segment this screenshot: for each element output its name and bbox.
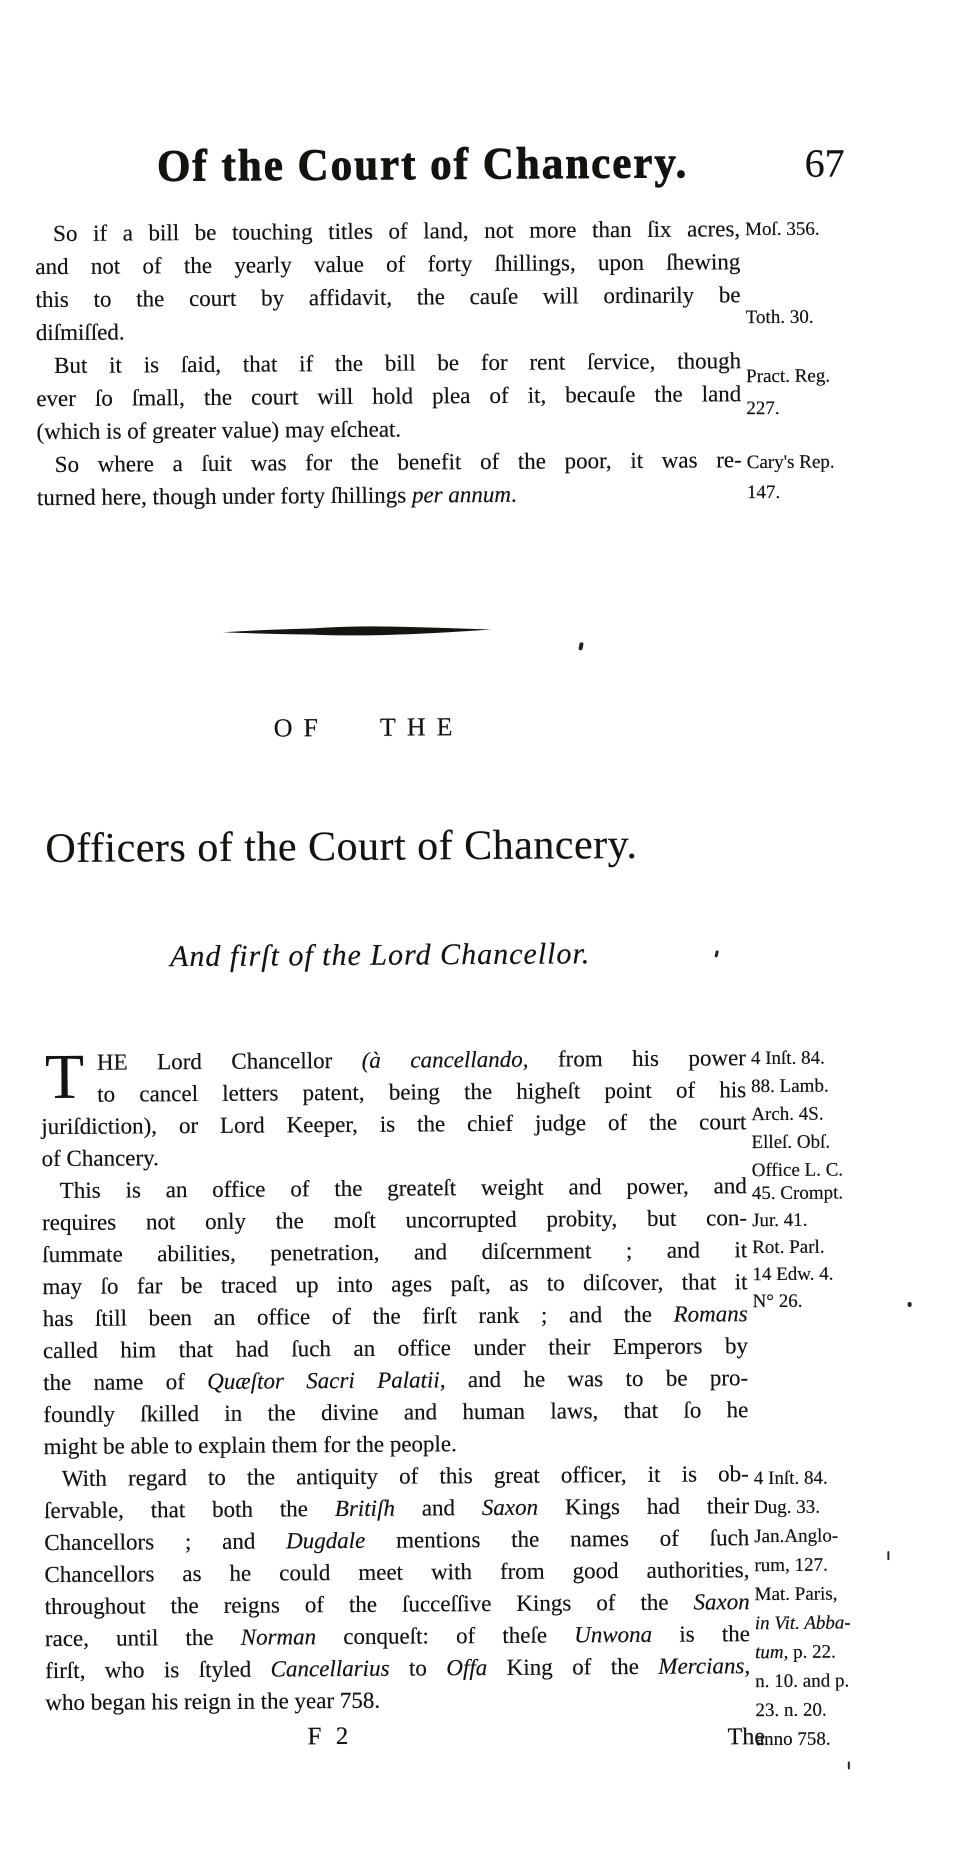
margin-note-line: Dug. 33. — [753, 1496, 821, 1519]
section-title: Officers of the Court of Chancery. — [45, 821, 638, 873]
margin-note-line: 45. Crompt. — [751, 1182, 844, 1205]
text-line: Chancellors ; and Dugdale mentions the names of ſuch — [44, 1525, 750, 1556]
margin-note-line: 4 Inſt. 84. — [753, 1467, 828, 1490]
margin-note-line: n. 10. and p. — [755, 1670, 850, 1693]
text-line: turned here, though under forty ſhillings per annum. — [36, 481, 517, 511]
text-column-top — [35, 211, 965, 514]
text-line: called him that had ſuch an office under their Emperors by — [42, 1333, 748, 1364]
section-divider-rule — [223, 622, 491, 634]
margin-note-line: Rot. Parl. — [752, 1236, 825, 1259]
margin-note-line: Moſ. 356. — [745, 218, 820, 241]
paragraph-text — [44, 1458, 751, 1719]
margin-note-line: 23. n. 20. — [755, 1699, 827, 1722]
margin-note-line: Toth. 30. — [745, 306, 814, 329]
text-line: and not of the yearly value of forty ſhillings, upon ſhewing — [35, 249, 741, 280]
margin-note — [746, 303, 814, 333]
signature-mark: F 2 — [307, 1722, 353, 1751]
margin-note-line: 227. — [746, 397, 780, 420]
margin-note-column — [745, 211, 963, 329]
margin-note-line: anno 758. — [755, 1728, 831, 1751]
section-subtitle: And firſt of the Lord Chancellor. — [169, 937, 591, 974]
margin-note-line: Pract. Reg. — [746, 365, 831, 388]
paragraph-text — [35, 212, 741, 349]
ink-speck — [908, 1302, 912, 1307]
margin-note — [754, 1463, 852, 1754]
margin-note-line: 4 Inſt. 84. — [750, 1047, 825, 1070]
margin-note-line: N° 26. — [752, 1290, 803, 1313]
paragraph — [36, 343, 965, 448]
ink-speck — [578, 642, 584, 651]
margin-note-line: Jur. 41. — [751, 1209, 808, 1232]
text-line: might be able to explain them for the people. — [43, 1431, 457, 1460]
paragraph-text — [41, 1042, 747, 1175]
text-line: ſummate abilities, penetration, and diſcernment ; and it — [42, 1237, 748, 1268]
paragraph — [37, 442, 965, 514]
text-line: So if a bill be touching titles of land, not more than ſix acres, — [53, 216, 741, 246]
text-line: HE Lord Chancellor (à cancellando, from his power — [96, 1045, 746, 1075]
text-line: With regard to the antiquity of this great officer, it is ob- — [61, 1461, 749, 1491]
margin-note-line: Jan.Anglo- — [754, 1525, 839, 1548]
margin-note-column — [750, 1041, 965, 1182]
paragraph-text — [42, 1170, 749, 1463]
paragraph-text — [36, 344, 742, 448]
margin-note-line: in Vit. Abba- — [754, 1612, 851, 1635]
text-line: of Chancery. — [41, 1145, 159, 1172]
margin-note-line: rum, 127. — [754, 1554, 828, 1577]
margin-note — [752, 1179, 844, 1315]
text-line: foundly ſkilled in the divine and human laws, that ſo he — [43, 1397, 749, 1428]
margin-note-line: 88. Lamb. — [751, 1075, 829, 1098]
margin-note — [751, 1044, 843, 1185]
text-line: But it is ſaid, that if the bill be for rent ſervice, though — [53, 348, 742, 378]
page-number: 67 — [804, 140, 845, 186]
margin-note-line: Arch. 4S. — [751, 1103, 824, 1126]
text-line: may ſo far be traced up into ages paſt, as to diſcover, that it — [42, 1269, 748, 1300]
text-line: So where a ſuit was for the benefit of the poor, it was re- — [54, 447, 742, 477]
margin-note — [747, 448, 835, 509]
drop-cap: T — [44, 1040, 85, 1113]
text-line: ever ſo ſmall, the court will hold plea of it, becauſe the land — [36, 381, 742, 412]
paragraph — [35, 211, 964, 349]
text-line: ſervable, that both the Britiſh and Saxon Kings had their — [43, 1493, 750, 1524]
margin-note — [746, 361, 830, 426]
margin-note-line: Office L. C. — [751, 1159, 844, 1182]
text-line: has ſtill been an office of the firſt rank ; and the Romans — [42, 1301, 748, 1332]
text-line: throughout the reigns of the ſucceſſive Kings of the Saxon — [44, 1589, 750, 1620]
margin-note-line: 14 Edw. 4. — [752, 1263, 834, 1286]
text-line: this to the court by affidavit, the cauſe will ordinarily be — [35, 282, 741, 313]
text-line: This is an office of the greateſt weight and power, and — [59, 1173, 747, 1203]
paragraph — [41, 1040, 965, 1182]
text-line: juriſdiction), or Lord Keeper, is the chief judge of the court — [41, 1109, 747, 1140]
ink-speck — [848, 1761, 850, 1769]
text-line: Chancellors as he could meet with from good authorities, — [44, 1557, 750, 1588]
running-title: Of the Court of Chancery. — [156, 138, 689, 192]
paragraph — [42, 1169, 965, 1463]
text-line: race, until the Norman conqueſt: of theſe Unwona is the — [44, 1621, 750, 1652]
paragraph-text — [37, 443, 742, 514]
text-line: who began his reign in the year 758. — [45, 1687, 381, 1716]
catchword: The — [727, 1724, 766, 1751]
margin-note-line: Elleſ. Obſ. — [751, 1131, 831, 1154]
text-line: to cancel letters patent, being the higheſt point of his — [97, 1077, 747, 1107]
text-line: (which is of greater value) may eſcheat. — [36, 416, 402, 445]
text-line: requires not only the moſt uncorrupted probity, but con- — [41, 1205, 748, 1236]
ink-speck — [887, 1551, 889, 1560]
text-line: firſt, who is ſtyled Cancellarius to Offa King of the Mercians, — [45, 1653, 751, 1684]
text-line: the name of Quæſtor Sacri Palatii, and he was to be pro- — [43, 1365, 749, 1396]
swelled-rule-shape — [223, 625, 491, 637]
section-kicker: OF THE — [273, 712, 464, 743]
margin-note-line: Cary's Rep. — [746, 451, 835, 474]
margin-note-line: Mat. Paris, — [754, 1583, 838, 1606]
text-line: diſmiſſed. — [35, 319, 125, 346]
margin-note-line: tum, p. 22. — [754, 1641, 836, 1664]
margin-note-line: 147. — [746, 481, 781, 504]
margin-note — [745, 215, 820, 246]
